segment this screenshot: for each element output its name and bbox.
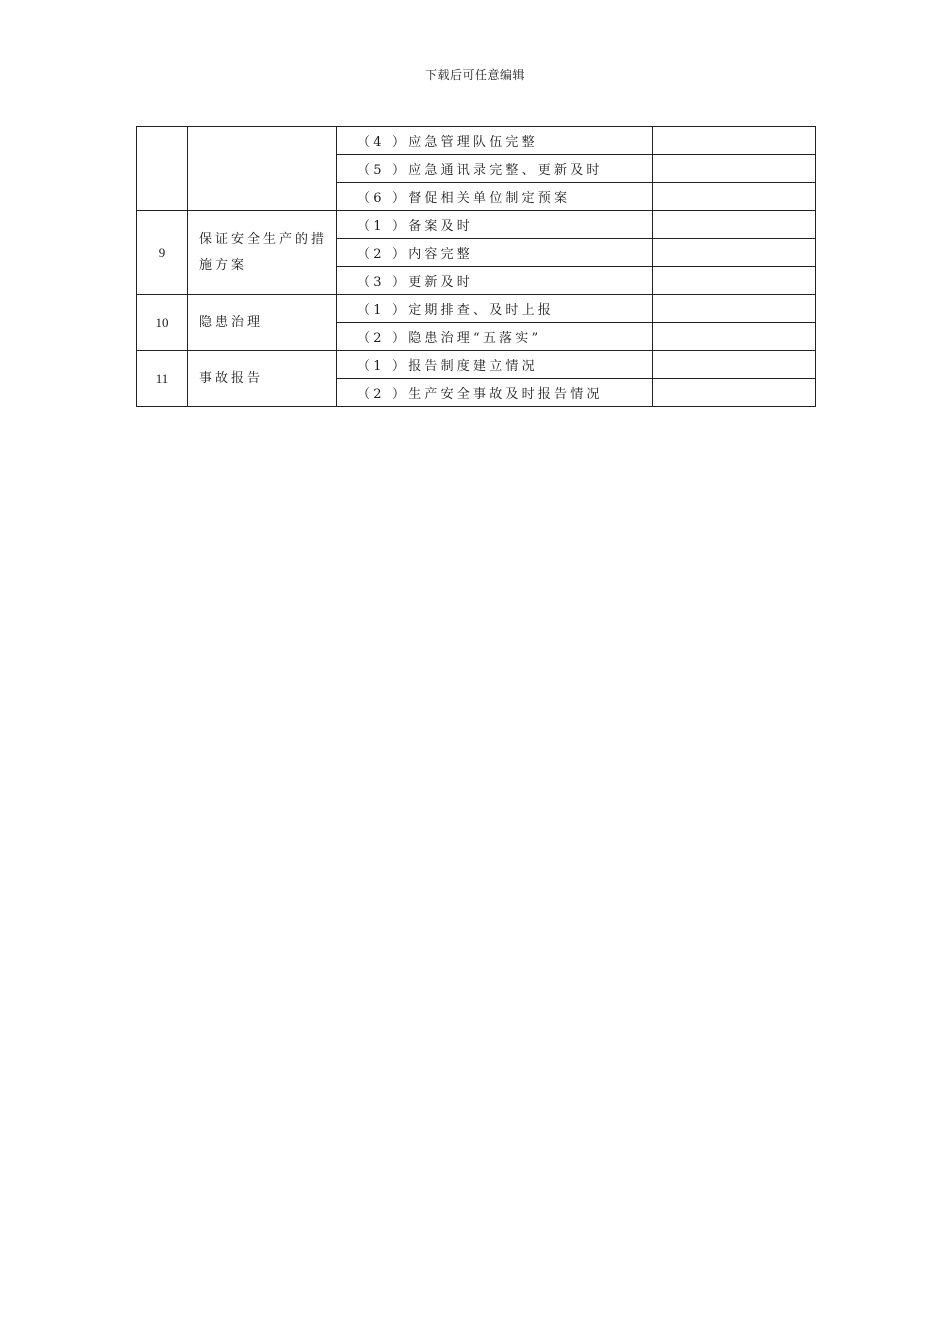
- row-number: 11: [137, 351, 188, 407]
- result-cell[interactable]: [653, 351, 816, 379]
- result-cell[interactable]: [653, 183, 816, 211]
- check-item: [188, 127, 337, 211]
- result-cell[interactable]: [653, 211, 816, 239]
- row-number: 9: [137, 211, 188, 295]
- result-cell[interactable]: [653, 295, 816, 323]
- check-detail: （6 ）督促相关单位制定预案: [337, 183, 653, 211]
- result-cell[interactable]: [653, 155, 816, 183]
- check-detail: （1 ）定期排查、及时上报: [337, 295, 653, 323]
- check-item: 保证安全生产的措施方案: [188, 211, 337, 295]
- result-cell[interactable]: [653, 323, 816, 351]
- row-number: 10: [137, 295, 188, 351]
- table-row: [137, 351, 816, 379]
- check-detail: （2 ）隐患治理“五落实”: [337, 323, 653, 351]
- result-cell[interactable]: [653, 239, 816, 267]
- result-cell[interactable]: [653, 267, 816, 295]
- result-cell[interactable]: [653, 127, 816, 155]
- result-cell[interactable]: [653, 379, 816, 407]
- check-item: 隐患治理: [188, 295, 337, 351]
- check-detail: （4 ）应急管理队伍完整: [337, 127, 653, 155]
- checklist-table: [136, 126, 816, 407]
- check-detail: （2 ）生产安全事故及时报告情况: [337, 379, 653, 407]
- page-header: 下载后可任意编辑: [424, 68, 525, 82]
- check-detail: （3 ）更新及时: [337, 267, 653, 295]
- check-item: 事故报告: [188, 351, 337, 407]
- row-number: [137, 127, 188, 211]
- check-detail: （1 ）报告制度建立情况: [337, 351, 653, 379]
- table-row: [137, 127, 816, 155]
- check-detail: （1 ）备案及时: [337, 211, 653, 239]
- check-detail: （2 ）内容完整: [337, 239, 653, 267]
- check-detail: （5 ）应急通讯录完整、更新及时: [337, 155, 653, 183]
- table-row: [137, 295, 816, 323]
- table-row: [137, 211, 816, 239]
